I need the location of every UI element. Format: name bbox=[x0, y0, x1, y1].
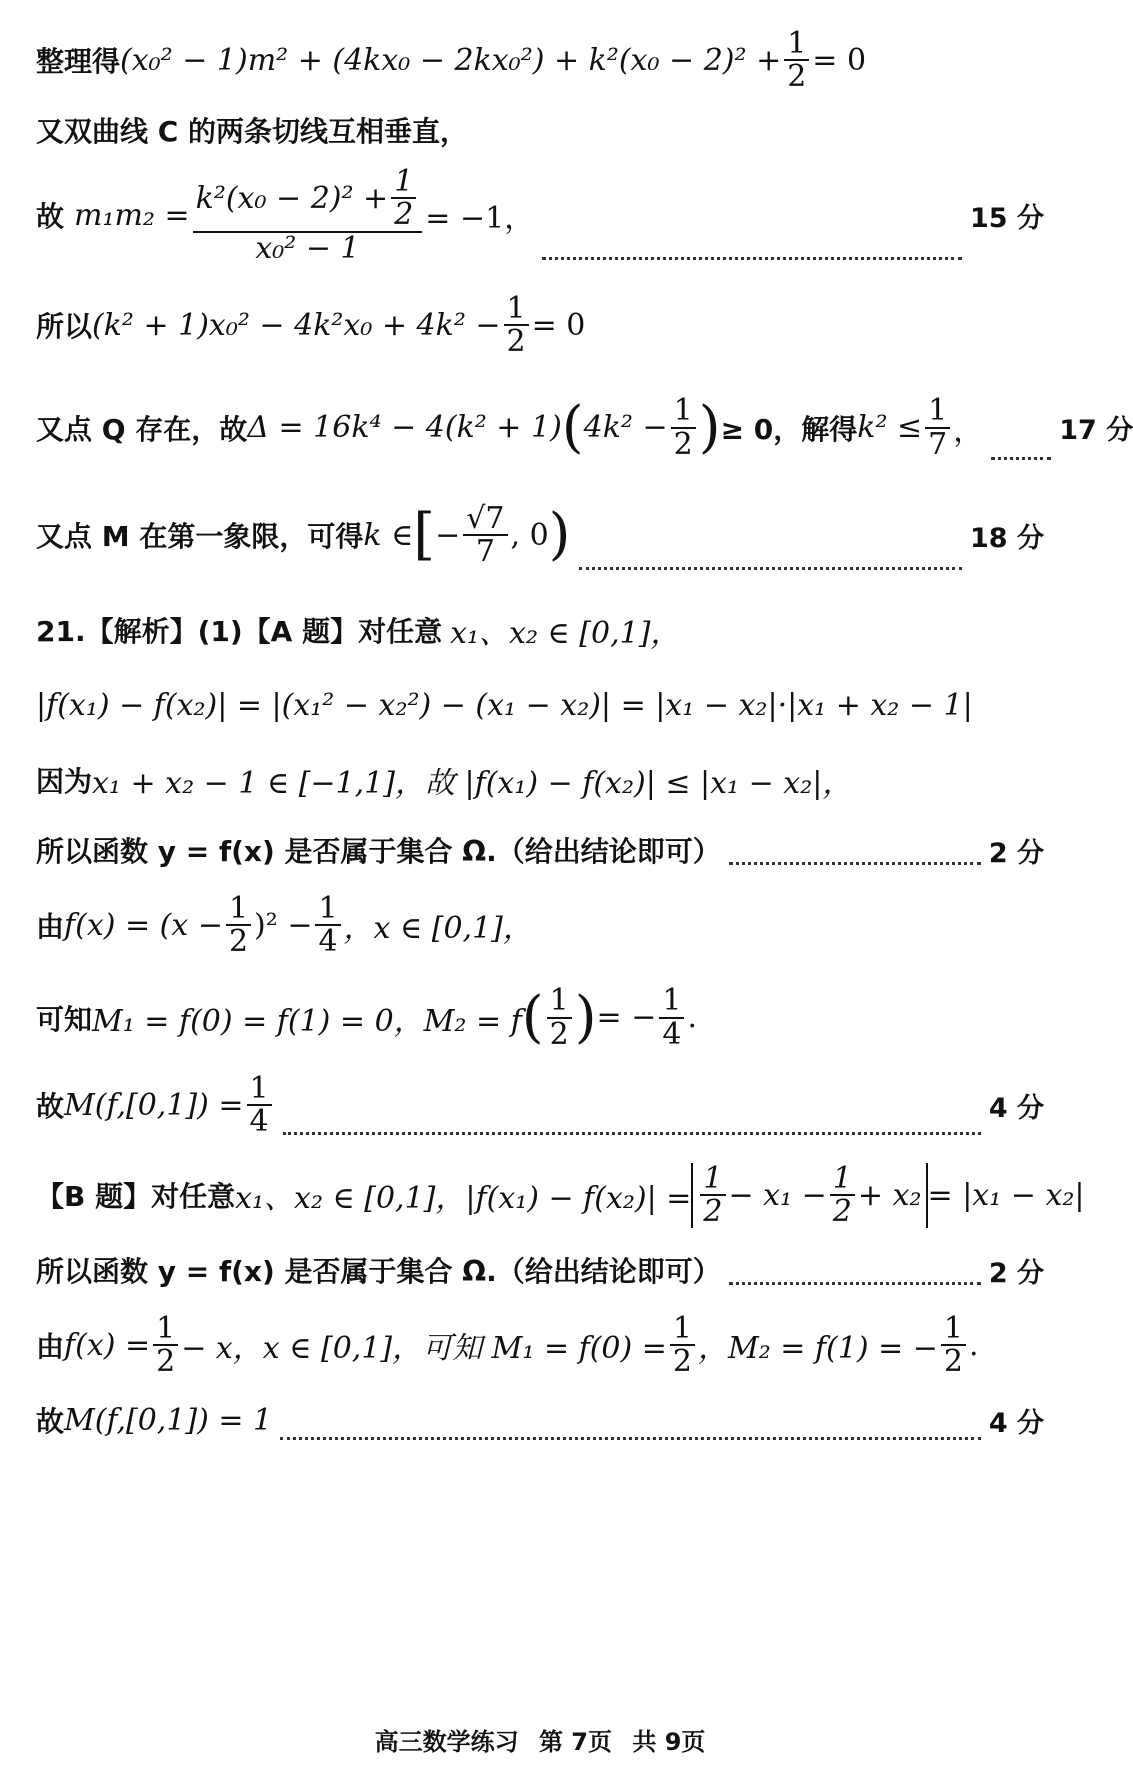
line-label: 由 bbox=[36, 1330, 65, 1363]
dot-leader bbox=[729, 852, 981, 865]
period: . bbox=[687, 1000, 697, 1035]
equation: x₁、x₂ ∈ [0,1]， bbox=[450, 616, 681, 651]
solve-text: ≥ 0，解得 bbox=[720, 412, 858, 446]
question-21-header bbox=[36, 600, 1044, 660]
footer-title: 高三数学练习 bbox=[374, 1728, 519, 1756]
equation-mid2: ，M₂ = f(1) = − bbox=[697, 1331, 938, 1366]
line-label: 【B 题】对任意 bbox=[36, 1180, 236, 1213]
fraction-half: $\frac{1}{2}$ bbox=[670, 1313, 695, 1378]
dot-leader bbox=[283, 1122, 981, 1135]
line-text: 所以函数 y = f(x) 是否属于集合 Ω.（给出结论即可） bbox=[36, 835, 721, 868]
fraction-quarter: $\frac{1}{4}$ bbox=[247, 1073, 272, 1138]
equation-lhs: m₁m₂ = bbox=[74, 197, 190, 233]
equation-line-12 bbox=[36, 975, 1044, 1060]
equation: M(f,[0,1]) = 1 bbox=[64, 1402, 273, 1438]
question-label: 21.【解析】(1)【A 题】对任意 bbox=[36, 615, 443, 648]
paren-close: ) bbox=[698, 394, 721, 460]
dot-leader bbox=[542, 247, 962, 260]
dot-leader bbox=[991, 447, 1051, 460]
equation: M(f,[0,1]) = bbox=[64, 1087, 244, 1123]
score-label: 4 分 bbox=[988, 1092, 1044, 1124]
score-label: 4 分 bbox=[988, 1407, 1044, 1439]
line-label: 又点 Q 存在，故 bbox=[36, 412, 248, 446]
score-label: 17 分 bbox=[1059, 415, 1133, 446]
line-label: 由 bbox=[36, 910, 65, 943]
score-label: 2 分 bbox=[988, 1257, 1044, 1289]
equation-line-13 bbox=[36, 1065, 1044, 1145]
equation-end: = 0 bbox=[812, 42, 867, 78]
conclusion-line-15 bbox=[36, 1245, 1044, 1295]
dot-leader bbox=[280, 1427, 981, 1440]
bracket-open: [ bbox=[413, 502, 436, 567]
equation: Δ = 16k⁴ − 4(k² + 1) bbox=[247, 410, 562, 445]
equation-line-4 bbox=[36, 285, 1044, 365]
fraction-half: $\frac{1}{2}$ bbox=[547, 985, 572, 1050]
equation-line-1 bbox=[36, 20, 1044, 100]
equation-line-8 bbox=[36, 670, 1044, 740]
paren-open: ( bbox=[561, 394, 584, 460]
fraction-half: $\frac{1}{2}$ bbox=[504, 293, 529, 358]
line-label: 故 bbox=[36, 1405, 65, 1438]
equation: (x₀² − 1)m² + (4kx₀ − 2kx₀²) + k²(x₀ − 2)² + bbox=[120, 42, 782, 78]
line-label: 整理得 bbox=[36, 45, 121, 78]
equation: x₁ + x₂ − 1 ∈ [−1,1]，故 |f(x₁) − f(x₂)| ≤ |x₁ − x₂|， bbox=[92, 766, 853, 801]
k-condition: k² ≤ bbox=[857, 410, 923, 445]
paren-open: ( bbox=[521, 984, 544, 1050]
score-label: 15 分 bbox=[970, 202, 1044, 234]
conclusion-line-10 bbox=[36, 825, 1044, 875]
paren-close: ) bbox=[548, 502, 571, 567]
punct: ， bbox=[953, 413, 984, 449]
line-label: 所以 bbox=[36, 310, 93, 343]
line-label: 又点 M 在第一象限，可得 bbox=[36, 520, 364, 553]
fraction-half: $\frac{1}{2}$ bbox=[226, 893, 251, 958]
equation-end: = −1， bbox=[425, 201, 535, 236]
page-footer bbox=[0, 1722, 1080, 1757]
abs-expression: $\frac{1}{2}$ − x₁ − $\frac{1}{2}$ + x₂ bbox=[691, 1163, 927, 1228]
equation: x₁、x₂ ∈ [0,1]，|f(x₁) − f(x₂)| = bbox=[235, 1181, 692, 1216]
equation: M₁ = f(0) = f(1) = 0，M₂ = f bbox=[92, 1003, 522, 1039]
fraction-half: $\frac{1}{2}$ bbox=[784, 28, 809, 93]
period: . bbox=[968, 1327, 979, 1363]
equation-line-3 bbox=[36, 160, 1044, 270]
line-label: 故 bbox=[36, 200, 65, 233]
minus-sign: − bbox=[435, 517, 461, 553]
equation-line-16 bbox=[36, 1305, 1044, 1385]
equation-end: = 0 bbox=[531, 307, 586, 343]
line-text: 所以函数 y = f(x) 是否属于集合 Ω.（给出结论即可） bbox=[36, 1255, 721, 1288]
equation-mid: )² − bbox=[254, 907, 313, 943]
equation: f(x) = (x − bbox=[64, 907, 223, 943]
equation-mid: − x，x ∈ [0,1]，可知 M₁ = f(0) = bbox=[181, 1331, 667, 1366]
equation-line-9 bbox=[36, 750, 1044, 810]
equation-end: = |x₁ − x₂| bbox=[927, 1177, 1085, 1213]
dot-leader bbox=[729, 1272, 981, 1285]
score-label: 2 分 bbox=[988, 837, 1044, 869]
footer-page: 第 7页 bbox=[538, 1728, 612, 1756]
equation: f(x) = bbox=[64, 1327, 151, 1363]
equation-line-5 bbox=[36, 385, 1133, 470]
paren-close: ) bbox=[574, 984, 597, 1050]
fraction-root7: $\frac{√7}{7}$ bbox=[463, 503, 507, 568]
text-line-2 bbox=[36, 110, 1044, 150]
score-label: 18 分 bbox=[970, 522, 1044, 554]
equation: (k² + 1)x₀² − 4k²x₀ + 4k² − bbox=[92, 307, 501, 343]
inner-expression: 4k² − bbox=[583, 410, 668, 445]
equation-mid: = − bbox=[596, 1000, 657, 1035]
line-label: 可知 bbox=[36, 1002, 93, 1036]
line-text: 又双曲线 C 的两条切线互相垂直， bbox=[36, 115, 469, 148]
footer-total: 共 9页 bbox=[632, 1728, 706, 1756]
fraction-seventh: $\frac{1}{7}$ bbox=[925, 395, 950, 460]
equation-line-14 bbox=[36, 1155, 1085, 1235]
fraction-half: $\frac{1}{2}$ bbox=[941, 1313, 966, 1378]
line-label: 故 bbox=[36, 1090, 65, 1123]
equation: |f(x₁) − f(x₂)| = |(x₁² − x₂²) − (x₁ − x₂)| = |x₁ − x₂|·|x₁ + x₂ − 1| bbox=[36, 687, 973, 723]
fraction-half: $\frac{1}{2}$ bbox=[153, 1313, 178, 1378]
line-label: 因为 bbox=[36, 765, 93, 798]
equation-line-11 bbox=[36, 885, 1044, 965]
fraction-quarter: $\frac{1}{4}$ bbox=[659, 985, 684, 1050]
equation-line-6 bbox=[36, 490, 1044, 580]
dot-leader bbox=[579, 557, 962, 570]
equation-line-17 bbox=[36, 1390, 1044, 1450]
fraction-quarter: $\frac{1}{4}$ bbox=[315, 893, 340, 958]
main-fraction: k²(x₀ − 2)² + $\frac{1}{2}$ x₀² − 1 bbox=[193, 166, 423, 265]
fraction-half: $\frac{1}{2}$ bbox=[671, 395, 696, 460]
equation-end: ，x ∈ [0,1]， bbox=[343, 911, 533, 946]
equation: k ∈ bbox=[363, 517, 414, 553]
interval-end: , 0 bbox=[510, 517, 549, 553]
